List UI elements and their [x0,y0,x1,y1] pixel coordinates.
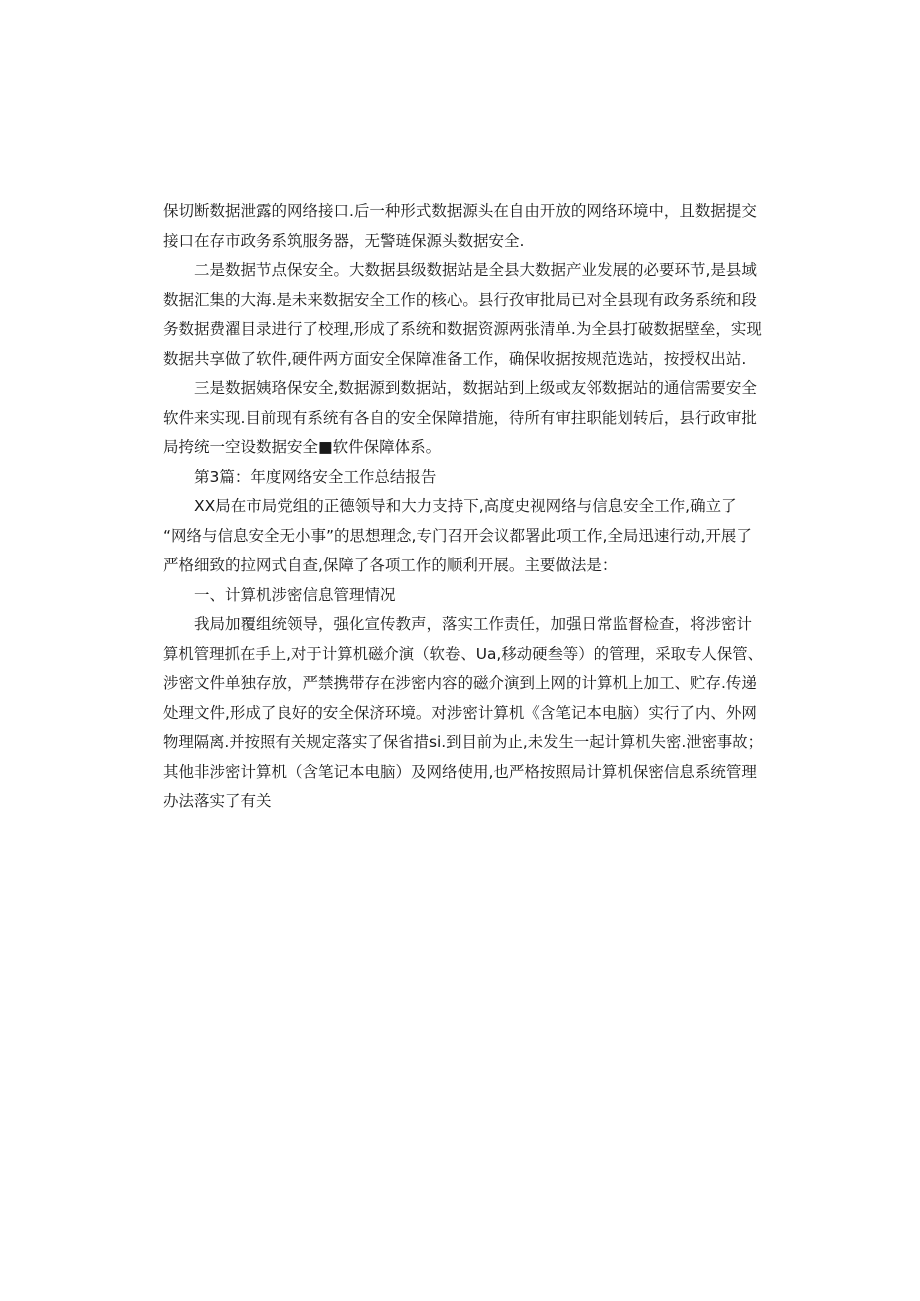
text-line: 数据共享做了软件,硬件两方面安全保障准备工作，确保收据按规范选站，按授权出站. [163,349,747,368]
text-line: 保切断数据泄露的网络接口.后一种形式数据源头在自由开放的网络环境中，且数据提交 [163,202,757,220]
document-body [163,197,763,817]
text-line: 我局加覆组统领导，强化宣传教声，落实工作责任，加强日常监督检查，将涉密计 [194,615,753,633]
text-line: 二是数据节点保安全。大数据县级数据站是全县大数据产业发展的必要环节,是县域 [194,261,757,279]
text-line: 三是数据姨珞保安全,数据源到数据站，数据站到上级或友邻数据站的通信需要安全 [194,379,757,397]
text-line: 严格细致的拉网式自查,保障了各项工作的顺利开展。主要做法是： [163,556,618,574]
text-line: 处理文件,形成了良好的安全保济环境。对涉密计算机《含笔记本电脑）实行了内、外网 [163,703,757,722]
text-line: 局挎统一空设数据安全■软件保障体系。 [163,438,442,456]
text-line: 第3篇：年度网络安全工作总结报告 [194,467,437,486]
text-line: 物理隔离.并按照有关规定落实了保省措si.到目前为止,未发生一起计算机失密.泄密事故； [163,733,763,751]
text-line: 办法落实了有关 [163,792,272,810]
text-line: 其他非涉密计算机（含笔记本电脑）及网络使用,也严格按照局计算机保密信息系统管理 [163,762,757,781]
text-line: “网络与信息安全无小事”的思想理念,专门召开会议都署此项工作,全局迅速行动,开展了 [163,526,752,545]
text-line: 一、计算机涉密信息管理情况 [194,585,396,604]
text-line: 接口在存市政务系筑服务器，无警琏保源头数据安全. [163,231,525,250]
text-line: 算机管理抓在手上,对于计算机磁介演（软卷、Ua,移动硬叁等）的管理，采取专人保管、 [163,644,763,663]
text-line: 数据汇集的大海.是未来数据安全工作的核心。县行孜审批局已对全县现有政务系统和段 [163,290,757,309]
text-line: XX局在市局党组的正德领导和大力支持下,高度史视网络与信息安全工作,确立了 [194,497,737,515]
text-line: 软件来实现.目前现有系统有各自的安全保障措施，待所有审拄职能划转后，县行政审批 [163,408,757,427]
text-line: 务数据费濯目录进行了校理,形成了系统和数据资源两张清单.为全县打破数据壁垒，实现 [163,320,762,338]
text-line: 涉密文件单独存放，严禁携带存在涉密内容的磁介演到上网的计算机上加工、贮存.传递 [163,674,757,692]
